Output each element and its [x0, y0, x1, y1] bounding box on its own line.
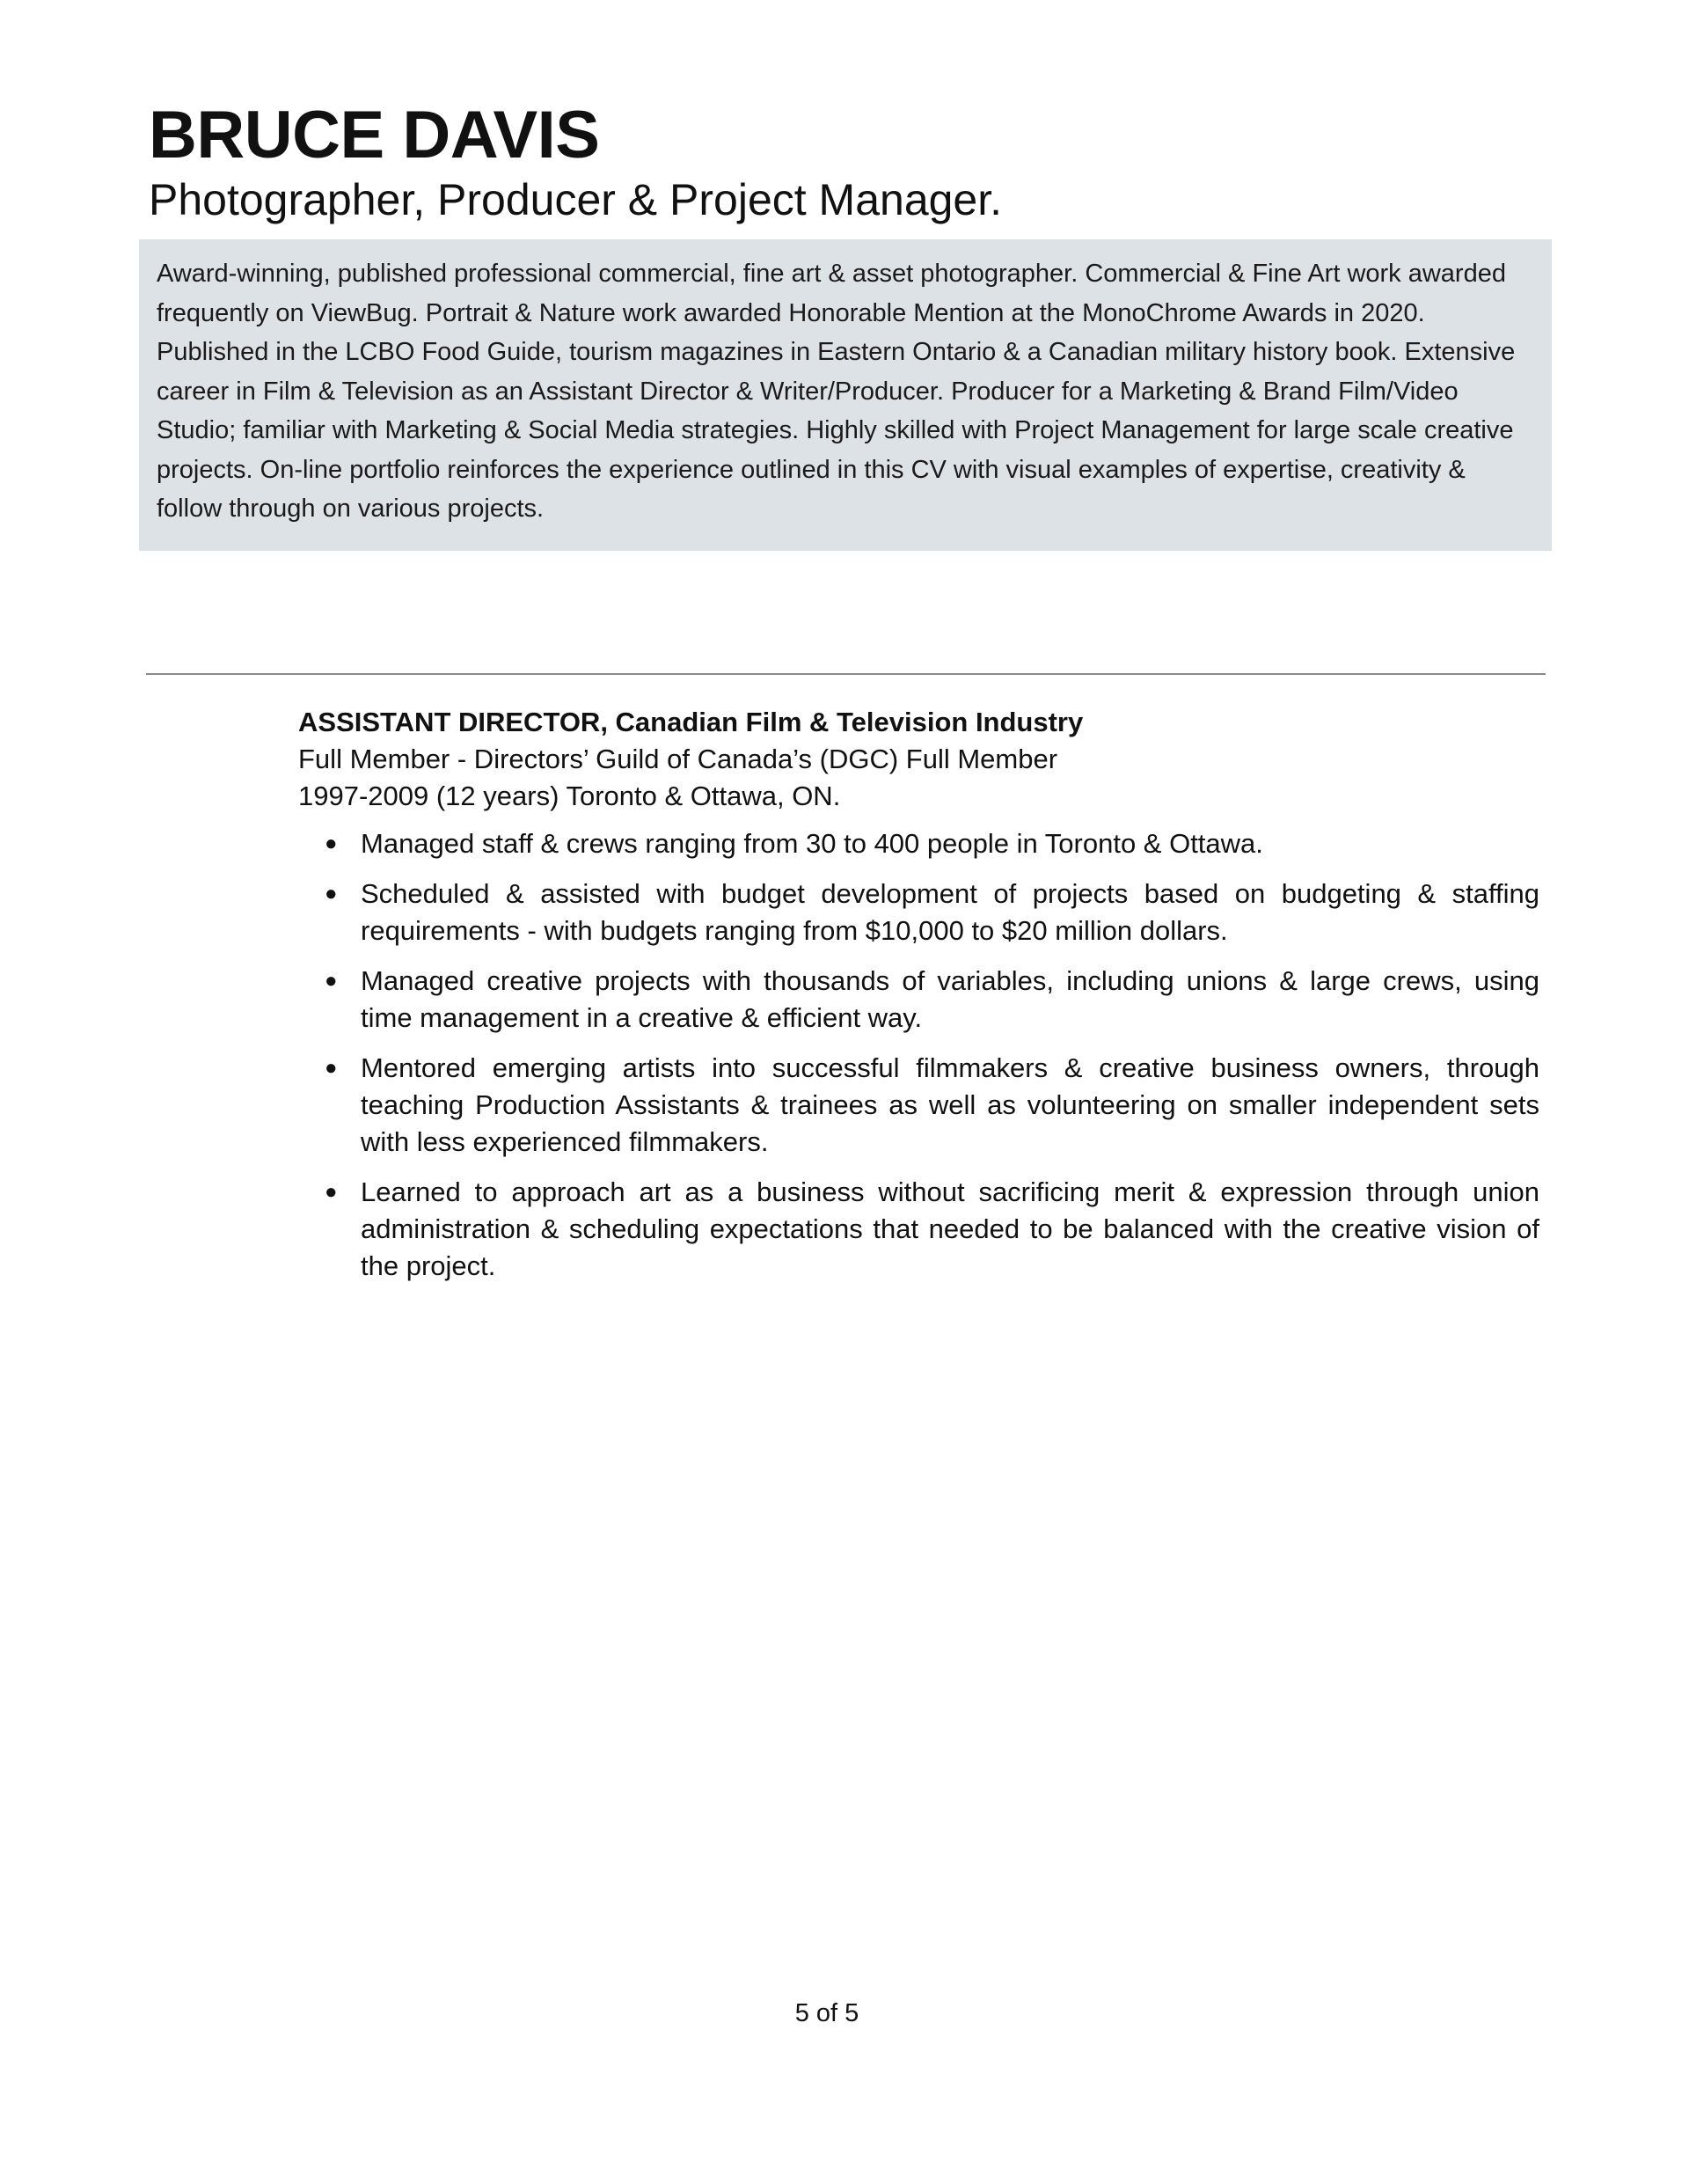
job-period-location: 1997-2009 (12 years) Toronto & Ottawa, ON. [298, 781, 841, 811]
resume-name: BRUCE DAVIS [149, 98, 600, 172]
job-membership: Full Member - Directors’ Guild of Canada’s (DGC) Full Member [298, 744, 1058, 774]
summary-text: Award-winning, published professional commercial, fine art & asset photographer. Commercial & Fine Art work awarded frequently on ViewBug. Portrait & Nature work awarded Honorable Mention at the MonoChrome Awards in 2020. Published in the LCBO Food Guide, tourism magazines in Eastern Ontario & a Canadian military history book. Extensive career in Film & Television as an Assistant Director & Writer/Producer. Producer for a Marketing & Brand Film/Video Studio; familiar with Marketing & Social Media strategies. Highly skilled with Project Management for large scale creative projects. On-line portfolio reinforces the experience outlined in this CV with visual examples of expertise, creativity & follow through on various projects. [157, 260, 1516, 523]
list-item: ● Learned to approach art as a business without sacrificing merit & expression through union administration & scheduling expectations that needed to be balanced with the creative vision of the project. [298, 1174, 1539, 1285]
experience-entry [298, 704, 1539, 1298]
list-item: ● Managed staff & crews ranging from 30 to 400 people in Toronto & Ottawa. [298, 825, 1539, 862]
list-item: ● Managed creative projects with thousands of variables, including unions & large crews, using time management in a creative & efficient way. [298, 963, 1539, 1037]
section-divider [146, 673, 1546, 675]
summary-box [139, 239, 1552, 551]
list-item: ● Mentored emerging artists into successful filmmakers & creative business owners, through teaching Production Assistants & trainees as well as volunteering on smaller independent sets with less experienced filmmakers. [298, 1050, 1539, 1161]
page-number: 5 of 5 [794, 1999, 859, 2027]
job-bullet-list [298, 825, 1539, 1285]
job-title: ASSISTANT DIRECTOR, Canadian Film & Television Industry [298, 707, 1084, 737]
list-item: ● Scheduled & assisted with budget development of projects based on budgeting & staffing requirements - with budgets ranging from $10,000 to $20 million dollars. [298, 876, 1539, 949]
resume-subtitle: Photographer, Producer & Project Manager. [149, 175, 1003, 224]
